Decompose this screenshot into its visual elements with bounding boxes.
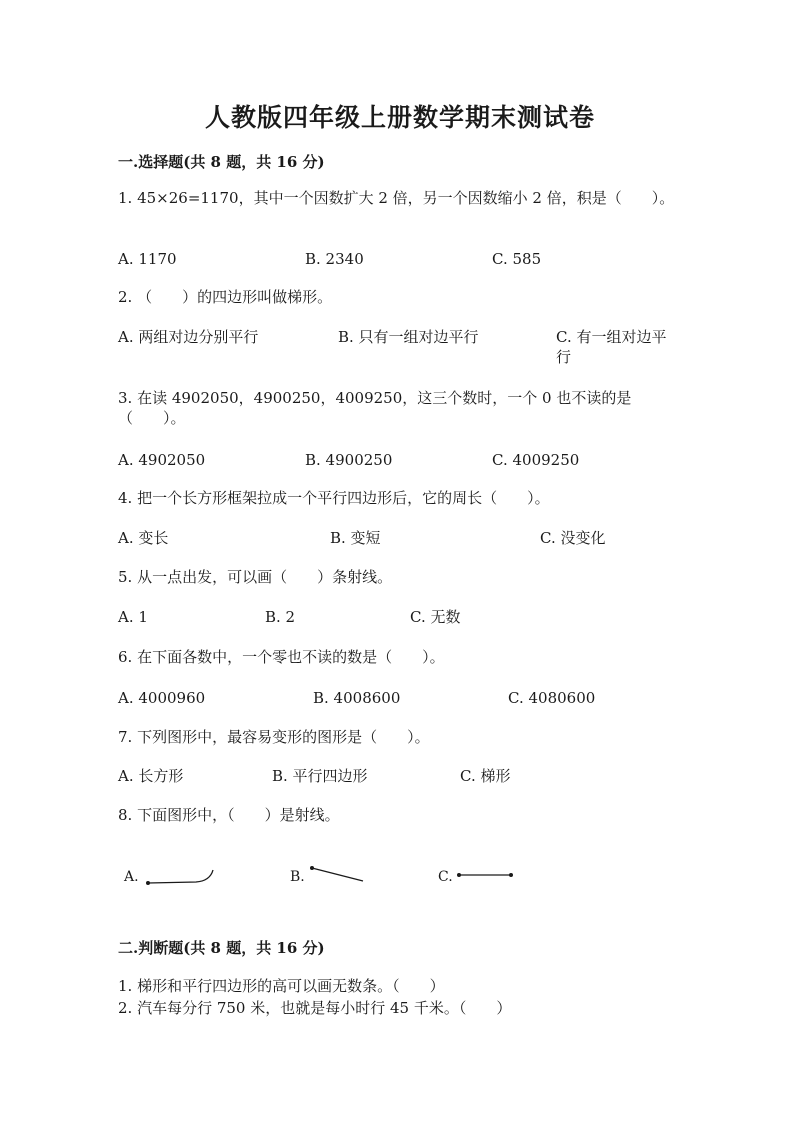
page-title: 人教版四年级上册数学期末测试卷 [204, 103, 595, 132]
question-5: 5. 从一点出发，可以画（ ）条射线。 [118, 568, 393, 586]
q8-figure-b [305, 860, 375, 890]
question-6: 6. 在下面各数中，一个零也不读的数是（ ）。 [118, 648, 445, 666]
question-4: 4. 把一个长方形框架拉成一个平行四边形后，它的周长（ ）。 [118, 489, 550, 507]
question-3: 3. 在读 4902050，4900250，4009250，这三个数时，一个 0 也不读的是（ ）。 [118, 389, 632, 427]
q4-option-c: C. 没变化 [540, 529, 606, 547]
q3-option-c: C. 4009250 [492, 451, 580, 469]
q6-option-b: B. 4008600 [313, 689, 401, 707]
tf-question-2: 2. 汽车每分行 750 米，也就是每小时行 45 千米。（ ） [118, 999, 512, 1017]
q4-option-b: B. 变短 [330, 529, 381, 547]
q1-option-b: B. 2340 [305, 250, 364, 268]
q5-option-c: C. 无数 [410, 608, 461, 626]
q1-option-c: C. 585 [492, 250, 542, 268]
q5-option-a: A. 1 [118, 608, 148, 626]
section-heading-choice: 一.选择题(共 8 题，共 16 分) [118, 153, 325, 171]
q8-figure-c-label: C. [438, 869, 453, 885]
q7-option-c: C. 梯形 [460, 767, 511, 785]
q7-option-b: B. 平行四边形 [272, 767, 368, 785]
q2-option-b: B. 只有一组对边平行 [338, 328, 479, 346]
question-7: 7. 下列图形中，最容易变形的图形是（ ）。 [118, 728, 430, 746]
q7-option-a: A. 长方形 [118, 767, 184, 785]
question-2: 2. （ ）的四边形叫做梯形。 [118, 288, 333, 306]
q2-option-c: C. 有一组对边平行 [556, 328, 667, 366]
q8-figure-c [450, 866, 520, 886]
question-8: 8. 下面图形中，（ ）是射线。 [118, 806, 340, 824]
q8-figure-a-label: A. [124, 869, 139, 885]
q3-option-b: B. 4900250 [305, 451, 393, 469]
q6-option-c: C. 4080600 [508, 689, 596, 707]
tf-question-1: 1. 梯形和平行四边形的高可以画无数条。（ ） [118, 977, 445, 995]
q2-option-a: A. 两组对边分别平行 [118, 328, 259, 346]
q8-figure-b-label: B. [290, 869, 305, 885]
q8-figure-a [140, 864, 220, 894]
section-heading-true-false: 二.判断题(共 8 题，共 16 分) [118, 939, 325, 957]
question-1: 1. 45×26=1170，其中一个因数扩大 2 倍，另一个因数缩小 2 倍，积是（ ）。 [118, 189, 675, 207]
q6-option-a: A. 4000960 [118, 689, 206, 707]
q4-option-a: A. 变长 [118, 529, 169, 547]
q2-options [118, 327, 678, 366]
q3-option-a: A. 4902050 [118, 451, 206, 469]
q1-option-a: A. 1170 [118, 250, 177, 268]
q5-option-b: B. 2 [265, 608, 296, 626]
